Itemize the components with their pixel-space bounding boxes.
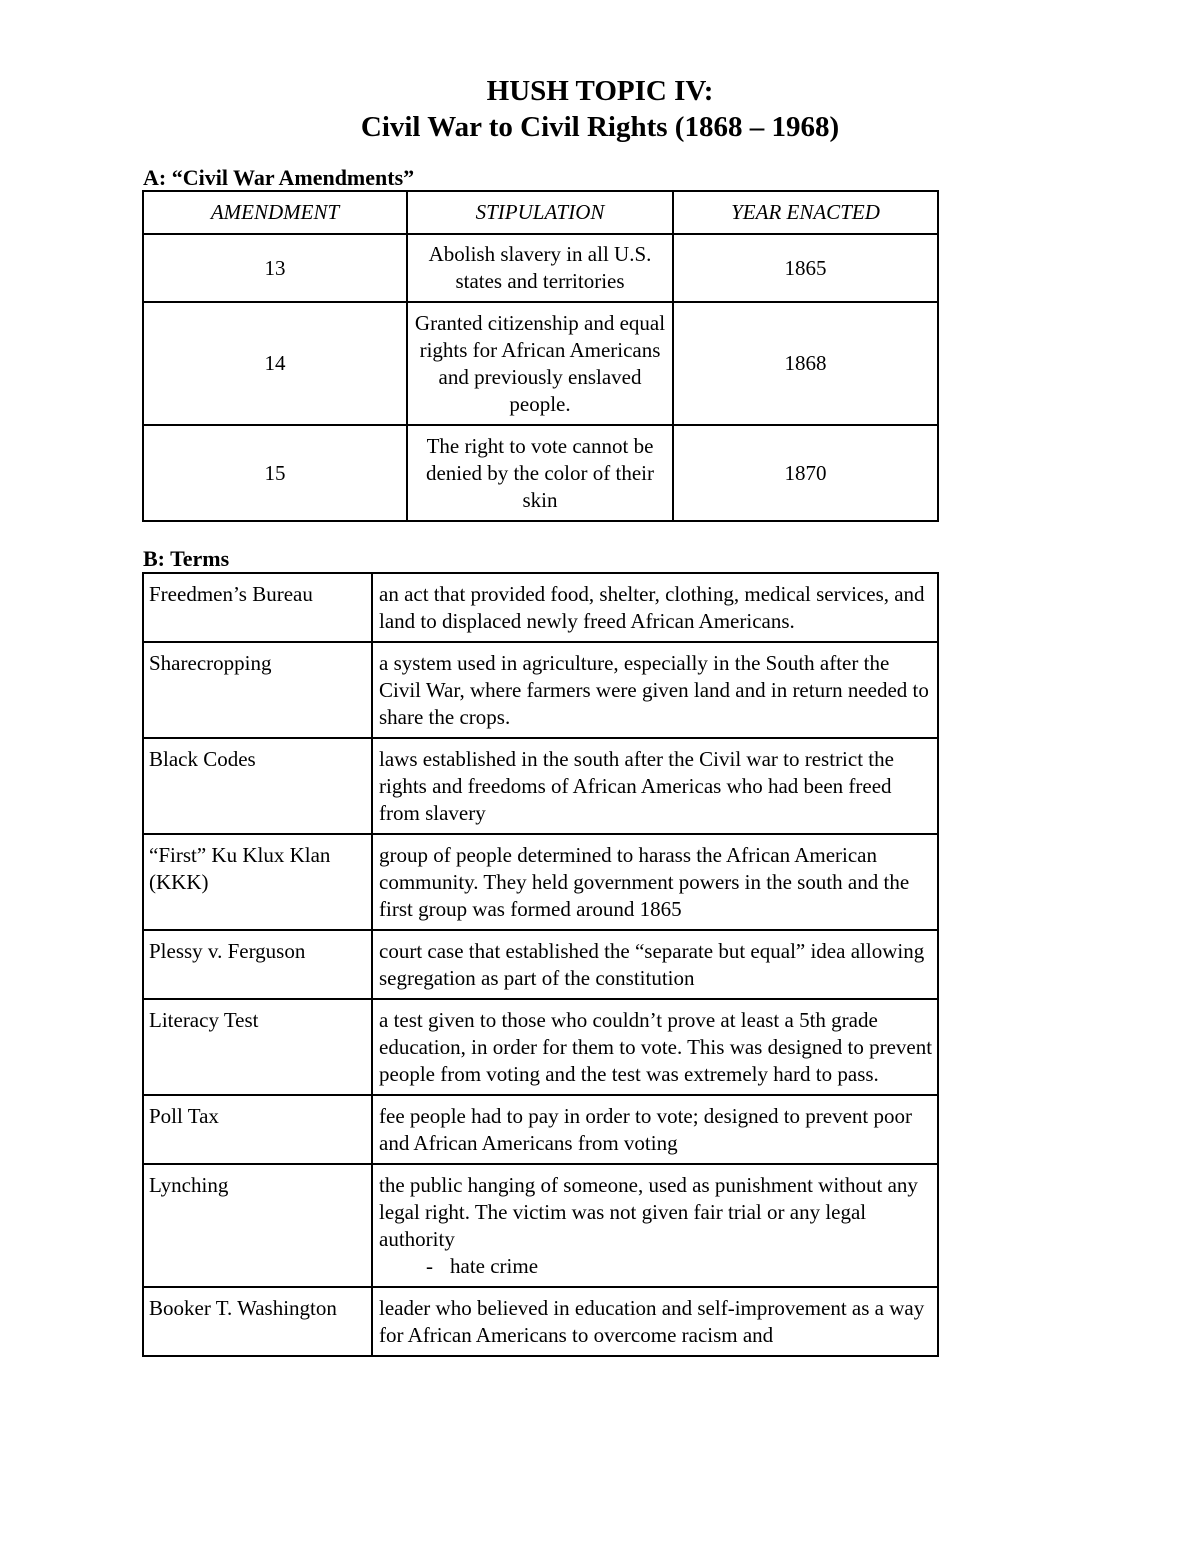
terms-table bbox=[142, 572, 939, 1357]
term-name: Booker T. Washington bbox=[143, 1287, 372, 1356]
amendment-number: 15 bbox=[143, 425, 407, 521]
section-a-heading: A: “Civil War Amendments” bbox=[143, 165, 415, 190]
term-name: Black Codes bbox=[143, 738, 372, 834]
amendment-number: 13 bbox=[143, 234, 407, 302]
column-header-amendment: AMENDMENT bbox=[143, 191, 407, 234]
amendments-table bbox=[142, 190, 939, 522]
term-name: Plessy v. Ferguson bbox=[143, 930, 372, 999]
table-row bbox=[143, 930, 938, 999]
table-row bbox=[143, 573, 938, 642]
amendment-stipulation: Abolish slavery in all U.S. states and territories bbox=[407, 234, 673, 302]
table-row bbox=[143, 999, 938, 1095]
term-name: Literacy Test bbox=[143, 999, 372, 1095]
term-definition: laws established in the south after the Civil war to restrict the rights and freedoms of African Americas who had been freed from slavery bbox=[372, 738, 938, 834]
term-definition: court case that established the “separate but equal” idea allowing segregation as part of the constitution bbox=[372, 930, 938, 999]
dash-bullet: - bbox=[426, 1254, 433, 1278]
term-definition: an act that provided food, shelter, clothing, medical services, and land to displaced newly freed African Americans. bbox=[372, 573, 938, 642]
page-title-line2: Civil War to Civil Rights (1868 – 1968) bbox=[360, 111, 840, 143]
term-definition-cell bbox=[372, 1164, 938, 1287]
amendment-number: 14 bbox=[143, 302, 407, 425]
term-name: Lynching bbox=[143, 1164, 372, 1287]
amendment-year: 1870 bbox=[673, 425, 938, 521]
table-row bbox=[143, 738, 938, 834]
term-name: Poll Tax bbox=[143, 1095, 372, 1164]
term-definition: the public hanging of someone, used as punishment without any legal right. The victim was not given fair trial or any legal authority bbox=[379, 1173, 918, 1251]
term-definition: fee people had to pay in order to vote; designed to prevent poor and African Americans from voting bbox=[372, 1095, 938, 1164]
page-title-line1: HUSH TOPIC IV: bbox=[486, 75, 714, 107]
table-row bbox=[143, 1164, 938, 1287]
term-definition: a system used in agriculture, especially in the South after the Civil War, where farmers were given land and in return needed to share the crops. bbox=[372, 642, 938, 738]
section-b-heading: B: Terms bbox=[143, 546, 230, 571]
term-name: Sharecropping bbox=[143, 642, 372, 738]
definition-sub-item bbox=[379, 1253, 933, 1280]
table-row bbox=[143, 642, 938, 738]
term-definition: group of people determined to harass the African American community. They held government powers in the south and the first group was formed around 1865 bbox=[372, 834, 938, 930]
term-name: Freedmen’s Bureau bbox=[143, 573, 372, 642]
table-row bbox=[143, 1095, 938, 1164]
amendments-header-row bbox=[143, 191, 938, 234]
term-definition: a test given to those who couldn’t prove at least a 5th grade education, in order for them to vote. This was designed to prevent people from voting and the test was extremely hard to pass. bbox=[372, 999, 938, 1095]
sub-item-text: hate crime bbox=[450, 1254, 539, 1278]
amendment-stipulation: The right to vote cannot be denied by the color of their skin bbox=[407, 425, 673, 521]
column-header-year-enacted: YEAR ENACTED bbox=[673, 191, 938, 234]
column-header-stipulation: STIPULATION bbox=[407, 191, 673, 234]
amendment-year: 1865 bbox=[673, 234, 938, 302]
amendment-year: 1868 bbox=[673, 302, 938, 425]
table-row bbox=[143, 1287, 938, 1356]
table-row bbox=[143, 834, 938, 930]
term-name: “First” Ku Klux Klan (KKK) bbox=[143, 834, 372, 930]
table-row bbox=[143, 234, 938, 302]
term-definition: leader who believed in education and self-improvement as a way for African Americans to overcome racism and bbox=[372, 1287, 938, 1356]
amendment-stipulation: Granted citizenship and equal rights for African Americans and previously enslaved people. bbox=[407, 302, 673, 425]
table-row bbox=[143, 425, 938, 521]
table-row bbox=[143, 302, 938, 425]
